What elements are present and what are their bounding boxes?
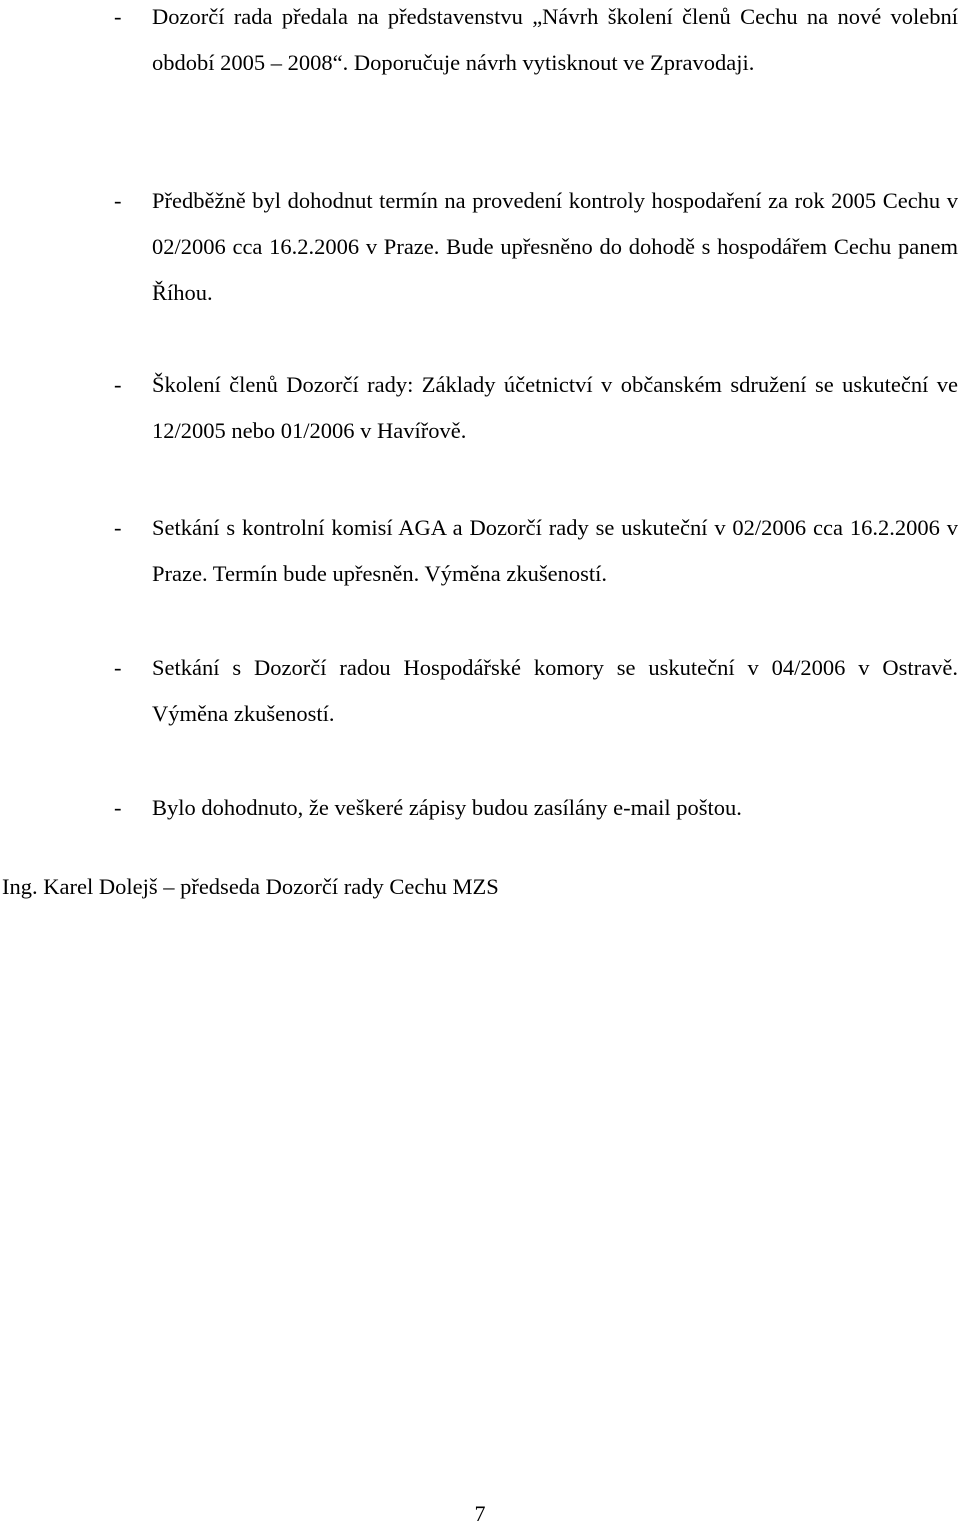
list-item-text: Dozorčí rada předala na představenstvu „Návrh školení členů Cechu na nové volební období 2005 – 2008“. Doporučuje návrh vytisknout ve Zpravodaji.	[152, 4, 958, 75]
list-item-text: Školení členů Dozorčí rady: Základy účetnictví v občanském sdružení se uskuteční ve 12/2005 nebo 01/2006 v Havířově.	[152, 372, 958, 443]
list-item	[114, 645, 960, 737]
signature-line: Ing. Karel Dolejš – předseda Dozorčí rady Cechu MZS	[2, 874, 499, 899]
list-item	[114, 178, 960, 316]
list-item-text: Setkání s Dozorčí radou Hospodářské komory se uskuteční v 04/2006 v Ostravě. Výměna zkušeností.	[152, 655, 958, 726]
list-item-text: Bylo dohodnuto, že veškeré zápisy budou zasílány e-mail poštou.	[152, 795, 742, 820]
list-item	[114, 362, 960, 454]
list-bullet: -	[114, 795, 122, 820]
list-bullet: -	[114, 4, 122, 29]
list-bullet: -	[114, 188, 122, 213]
list-bullet: -	[114, 372, 122, 397]
page-number-container	[0, 1500, 960, 1528]
list-bullet: -	[114, 515, 122, 540]
list-bullet: -	[114, 655, 122, 680]
page-number: 7	[474, 1501, 486, 1526]
list-item	[114, 0, 960, 86]
list-item	[114, 505, 960, 597]
list-item	[114, 785, 960, 831]
list-item-text: Předběžně byl dohodnut termín na provedení kontroly hospodaření za rok 2005 Cechu v 02/2006 cca 16.2.2006 v Praze. Bude upřesněno do dohodě s hospodářem Cechu panem Říhou.	[152, 188, 958, 305]
list-item-text: Setkání s kontrolní komisí AGA a Dozorčí rady se uskuteční v 02/2006 cca 16.2.2006 v Praze. Termín bude upřesněn. Výměna zkušeností.	[152, 515, 958, 586]
